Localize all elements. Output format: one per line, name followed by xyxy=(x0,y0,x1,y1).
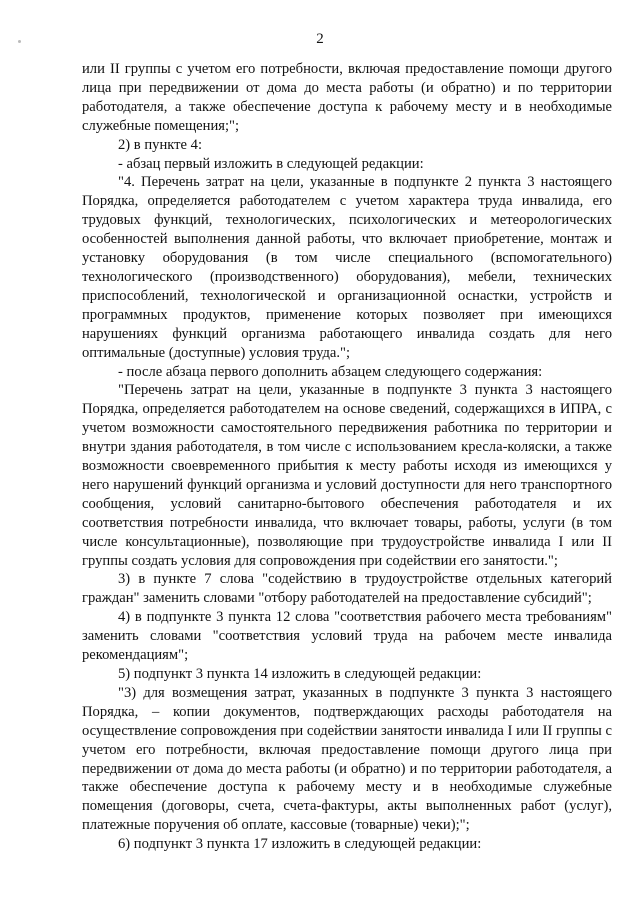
paragraph-quoted-3: "3) для возмещения затрат, указанных в подпункте 3 пункта 3 настоящего Порядка, – копии документов, подтверждающих расходы работодателя на осуществление сопровождения при содействии занятости инвалида I или II группы с учетом его потребности, включая предоставление помощи другого лица при передвижении от дома до места работы (и обратно) и по территории работодателя, а также обеспечение доступа к рабочему месту и в необходимые служебные помещения (договоры, счета, счета-фактуры, акты выполненных работ (услуг), платежные поручения об оплате, кассовые (товарные) чеки);"; xyxy=(82,684,612,834)
paragraph-item-4: 4) в подпункте 3 пункта 12 слова "соответствия рабочего места требованиям" заменить словами "соответствия условий труда на рабочем месте инвалида рекомендациям"; xyxy=(82,609,612,664)
paragraph-quoted-4: "4. Перечень затрат на цели, указанные в подпункте 2 пункта 3 настоящего Порядка, определяется работодателем с учетом характера труда инвалида, его трудовых функций, технологических, психологических и метеорологических особенностей выполнения данной работы, что включает приобретение, монтаж и установку оборудования (в том числе специального (вспомогательного) технологического (производственного) оборудования), мебели, технических приспособлений, технологической и организационной оснастки, устройств и программных продуктов, применение которых позволяет при имеющихся нарушениях функций организма работающего инвалида создать для него оптимальные (доступные) условия труда."; xyxy=(82,174,612,361)
paragraph-quoted-list: "Перечень затрат на цели, указанные в подпункте 3 пункта 3 настоящего Порядка, определяется работодателем на основе сведений, содержащихся в ИПРА, с учетом возможности самостоятельного передвижения работника по территории и внутри здания работодателя, в том числе с использованием кресла-коляски, а также возможности своевременного прибытия к месту работы исходя из имеющихся у него нарушений функций организма и условий доступности для него транспортного сообщения, условий санитарно-бытового обеспечения работодателя и их соответствия потребности инвалида, что включает товары, работы, услуги (в том числе консультационные), позволяющие при трудоустройстве инвалида I или II группы создать условия для сопровождения при содействии его занятости."; xyxy=(82,382,612,569)
paragraph-subitem: - после абзаца первого дополнить абзацем следующего содержания: xyxy=(118,363,543,380)
paragraph-item-5: 5) подпункт 3 пункта 14 изложить в следующей редакции: xyxy=(118,666,482,682)
paragraph-continuation: или II группы с учетом его потребности, включая предоставление помощи другого лица при передвижении от дома до места работы (и обратно) и по территории работодателя, а также обеспечение доступа к рабочему месту и в необходимые служебные помещения;"; xyxy=(82,61,612,134)
paragraph-item-2: 2) в пункте 4: xyxy=(118,136,203,153)
document-body xyxy=(82,60,612,854)
paragraph-item-3: 3) в пункте 7 слова "содействию в трудоустройстве отдельных категорий граждан" заменить словами "отбору работодателей на предоставление субсидий"; xyxy=(82,571,612,607)
paragraph-subitem: - абзац первый изложить в следующей редакции: xyxy=(118,155,424,172)
page-number: 2 xyxy=(316,31,324,47)
paragraph-item-6: 6) подпункт 3 пункта 17 изложить в следующей редакции: xyxy=(118,836,482,853)
